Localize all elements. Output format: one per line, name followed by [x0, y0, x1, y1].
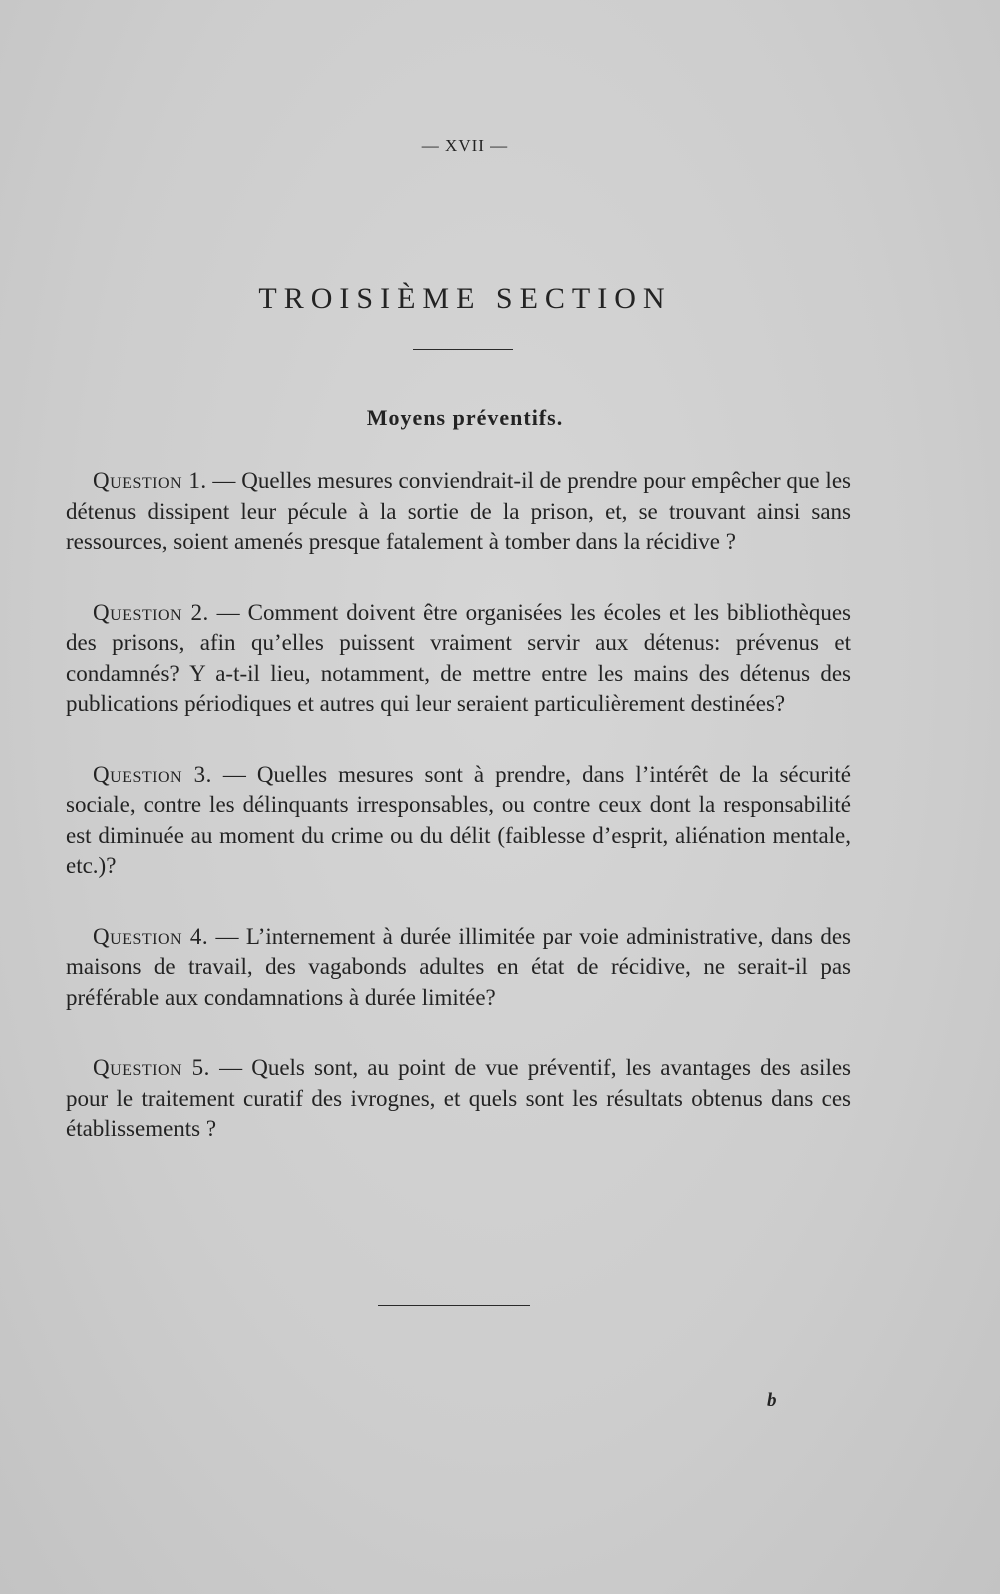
questions-list — [66, 466, 851, 1185]
signature-mark: b — [767, 1390, 777, 1411]
question-2-text: — Comment doivent être organisées les écoles et les bibliothèques des prisons, afin qu’elles puissent vraiment servir aux détenus: prévenus et condamnés? Y a-t-il lieu, notamment, de mettre entre les mains des détenus des publications périodiques et autres qui leur seraient particulièrement destinées? — [66, 599, 851, 716]
page-number: — XVII — — [421, 136, 509, 155]
question-3 — [66, 760, 851, 882]
question-1-label: Question 1. — [93, 468, 207, 493]
question-5-label: Question 5. — [93, 1055, 210, 1080]
question-2-label: Question 2. — [93, 599, 209, 625]
question-4 — [66, 922, 851, 1014]
question-4-text: — L’internement à durée illimitée par voie administrative, dans des maisons de travail, des vagabonds adultes en état de récidive, ne serait-il pas préférable aux condamnations à durée limitée? — [66, 923, 851, 1010]
section-title: TROISIÈME SECTION — [258, 282, 672, 315]
question-5 — [66, 1053, 851, 1145]
question-3-label: Question 3. — [93, 761, 212, 787]
section-subtitle: Moyens préventifs. — [366, 405, 564, 430]
question-1-text: — Quelles mesures conviendrait-il de prendre pour empêcher que les détenus dissipent leur pécule à la sortie de la prison, et, se trouvant ainsi sans ressources, soient amenés presque fatalement à tomber dans la récidive ? — [66, 468, 851, 554]
question-1 — [66, 466, 851, 558]
question-2 — [66, 598, 851, 720]
question-5-text: — Quels sont, au point de vue préventif, les avantages des asiles pour le traitement curatif des ivrognes, et quels sont les résultats obtenus dans ces établissements ? — [66, 1055, 851, 1141]
title-divider — [413, 349, 513, 350]
question-3-text: — Quelles mesures sont à prendre, dans l’intérêt de la sécurité sociale, contre les délinquants irresponsables, ou contre ceux dont la responsabilité est diminuée au moment du crime ou du délit (faiblesse d’esprit, aliénation mentale, etc.)? — [66, 761, 851, 878]
end-divider — [378, 1305, 530, 1306]
question-4-label: Question 4. — [93, 923, 209, 949]
